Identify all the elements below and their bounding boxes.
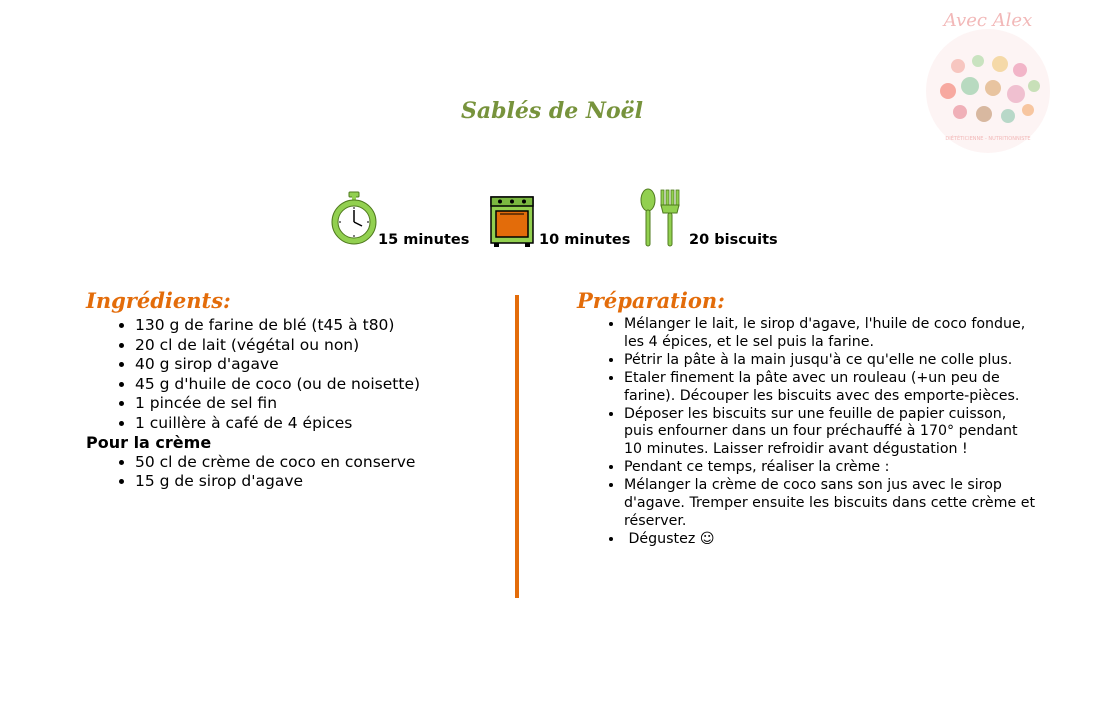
ingredient-item: • 40 g sirop d'agave [135,355,506,375]
stopwatch-icon [330,190,378,246]
prep-time-value: 15 minutes [378,232,470,248]
cutlery-icon [639,188,683,248]
recipe-title: Sablés de Noël [460,98,644,124]
preparation-step: • Mélanger la crème de coco sans son jus avec le sirop d'agave. Tremper ensuite les biscuits dans cette crème et réserver. [624,477,1037,531]
ingredient-item: • 45 g d'huile de coco (ou de noisette) [135,375,506,395]
logo-subtitle: DIÉTÉTICIENNE - NUTRITIONNISTE [945,136,1031,142]
ingredient-item: • 1 pincée de sel fin [135,394,506,414]
oven-icon [490,196,534,248]
preparation-step: • Déposer les biscuits sur une feuille de papier cuisson, puis enfourner dans un four préchauffé à 170° pendant 10 minutes. Laisser refroidir avant dégustation ! [624,406,1037,460]
ingredient-item: • 1 cuillère à café de 4 épices [135,414,506,434]
cream-ingredient-item: • 15 g de sirop d'agave [135,472,506,492]
cream-ingredient-item: • 50 cl de crème de coco en conserve [135,453,506,473]
preparation-step: • Pétrir la pâte à la main jusqu'à ce qu'elle ne colle plus. [624,352,1037,370]
ingredients-heading: Ingrédients: [86,288,231,313]
preparation-step: • Pendant ce temps, réaliser la crème : [624,459,1037,477]
column-divider [515,295,519,598]
preparation-steps [577,316,1037,549]
brand-logo [918,6,1058,156]
ingredients-section [86,316,506,492]
cream-heading: Pour la crème [86,433,212,452]
ingredients-list [86,316,506,433]
cream-ingredients-list [86,453,506,492]
preparation-step: • Etaler finement la pâte avec un rouleau (+un peu de farine). Découper les biscuits avec des emporte-pièces. [624,370,1037,406]
yield-value: 20 biscuits [689,232,778,248]
preparation-heading: Préparation: [577,288,725,313]
logo-text: Avec Alex [943,10,1033,31]
preparation-step: • Mélanger le lait, le sirop d'agave, l'huile de coco fondue, les 4 épices, et le sel puis la farine. [624,316,1037,352]
ingredient-item: • 130 g de farine de blé (t45 à t80) [135,316,506,336]
preparation-section [577,316,1037,549]
ingredient-item: • 20 cl de lait (végétal ou non) [135,336,506,356]
cook-time-value: 10 minutes [539,232,631,248]
recipe-meta [0,188,1110,258]
preparation-step: • Dégustez ☺ [624,531,1037,549]
